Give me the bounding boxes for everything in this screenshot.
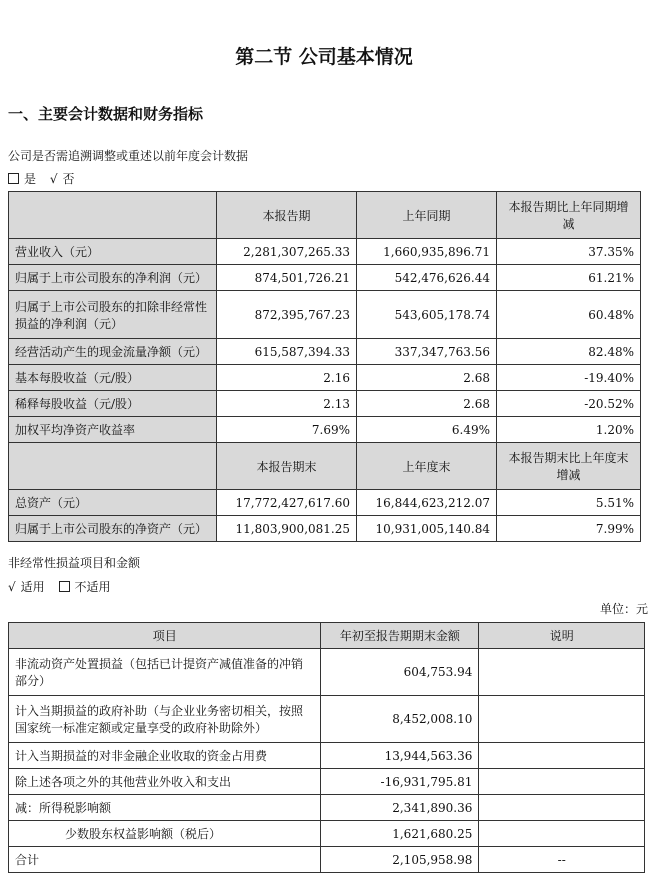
- table-row: [9, 821, 645, 847]
- row-label: 基本每股收益（元/股）: [9, 365, 217, 391]
- option-no: 否: [62, 172, 75, 186]
- row-label: 归属于上市公司股东的净利润（元）: [9, 265, 217, 291]
- table-header-row: [9, 192, 641, 239]
- row-label: 合计: [9, 847, 321, 873]
- value-cell: 11,803,900,081.25: [217, 516, 357, 542]
- value-cell: 8,452,008.10: [321, 696, 479, 743]
- section-heading: 一、主要会计数据和财务指标: [8, 105, 204, 123]
- value-cell: 1.20%: [497, 417, 641, 443]
- note-cell: [479, 821, 645, 847]
- row-label: 归属于上市公司股东的净资产（元）: [9, 516, 217, 542]
- table-row: [9, 847, 645, 873]
- value-cell: 6.49%: [357, 417, 497, 443]
- value-cell: 2.16: [217, 365, 357, 391]
- value-cell: 2.13: [217, 391, 357, 417]
- table-row: [9, 795, 645, 821]
- value-cell: -19.40%: [497, 365, 641, 391]
- table-row: [9, 769, 645, 795]
- table-row: [9, 743, 645, 769]
- value-cell: 16,844,623,212.07: [357, 490, 497, 516]
- row-label: 计入当期损益的对非金融企业收取的资金占用费: [9, 743, 321, 769]
- retro-question: 公司是否需追溯调整或重述以前年度会计数据: [8, 149, 249, 163]
- value-cell: 874,501,726.21: [217, 265, 357, 291]
- table-row: [9, 391, 641, 417]
- value-cell: 1,621,680.25: [321, 821, 479, 847]
- header-cell: 项目: [9, 623, 321, 649]
- table-row: [9, 239, 641, 265]
- header-cell: 说明: [479, 623, 645, 649]
- table-header-row: [9, 443, 641, 490]
- header-cell: 年初至报告期期末金额: [321, 623, 479, 649]
- note-cell: [479, 769, 645, 795]
- value-cell: 2,281,307,265.33: [217, 239, 357, 265]
- row-label: 总资产（元）: [9, 490, 217, 516]
- value-cell: 543,605,178.74: [357, 291, 497, 339]
- value-cell: 2.68: [357, 365, 497, 391]
- option-yes: 是: [24, 172, 37, 186]
- table-row: [9, 339, 641, 365]
- value-cell: 17,772,427,617.60: [217, 490, 357, 516]
- table-row: [9, 696, 645, 743]
- option-not-applicable: 不适用: [74, 580, 111, 594]
- table-row: [9, 516, 641, 542]
- value-cell: 10,931,005,140.84: [357, 516, 497, 542]
- page-title: 第二节 公司基本情况: [235, 46, 413, 68]
- value-cell: -20.52%: [497, 391, 641, 417]
- row-label: 除上述各项之外的其他营业外收入和支出: [9, 769, 321, 795]
- value-cell: 337,347,763.56: [357, 339, 497, 365]
- row-label: 减：所得税影响额: [9, 795, 321, 821]
- value-cell: 61.21%: [497, 265, 641, 291]
- header-cell: 本报告期比上年同期增减: [497, 192, 641, 239]
- row-label: 计入当期损益的政府补助（与企业业务密切相关，按照国家统一标准定额或定量享受的政府补助除外）: [9, 696, 321, 743]
- header-cell: 上年同期: [357, 192, 497, 239]
- value-cell: 872,395,767.23: [217, 291, 357, 339]
- note-cell: --: [479, 847, 645, 873]
- note-cell: [479, 795, 645, 821]
- value-cell: 13,944,563.36: [321, 743, 479, 769]
- header-cell: [9, 443, 217, 490]
- unit-label: 单位：元: [599, 602, 648, 616]
- row-label: 少数股东权益影响额（税后）: [9, 821, 321, 847]
- value-cell: 2,105,958.98: [321, 847, 479, 873]
- check-mark-icon[interactable]: √: [8, 580, 16, 594]
- value-cell: 2.68: [357, 391, 497, 417]
- row-label: 营业收入（元）: [9, 239, 217, 265]
- note-cell: [479, 649, 645, 696]
- header-cell: [9, 192, 217, 239]
- applicable-options: [8, 578, 121, 595]
- value-cell: 7.69%: [217, 417, 357, 443]
- table-row: [9, 291, 641, 339]
- row-label: 加权平均净资产收益率: [9, 417, 217, 443]
- value-cell: 2,341,890.36: [321, 795, 479, 821]
- nonrecurring-items-table: [8, 622, 645, 873]
- check-mark-icon[interactable]: √: [49, 172, 58, 186]
- note-cell: [479, 743, 645, 769]
- table-row: [9, 365, 641, 391]
- value-cell: 5.51%: [497, 490, 641, 516]
- table-row: [9, 649, 645, 696]
- note-cell: [479, 696, 645, 743]
- option-applicable: 适用: [20, 580, 45, 594]
- row-label: 归属于上市公司股东的扣除非经常性损益的净利润（元）: [9, 291, 217, 339]
- checkbox-empty[interactable]: [8, 173, 19, 184]
- value-cell: 542,476,626.44: [357, 265, 497, 291]
- header-cell: 本报告期末: [217, 443, 357, 490]
- header-cell: 本报告期: [217, 192, 357, 239]
- value-cell: 60.48%: [497, 291, 641, 339]
- table-row: [9, 490, 641, 516]
- checkbox-empty[interactable]: [59, 581, 70, 592]
- value-cell: -16,931,795.81: [321, 769, 479, 795]
- table-header-row: [9, 623, 645, 649]
- value-cell: 7.99%: [497, 516, 641, 542]
- table-row: [9, 417, 641, 443]
- header-cell: 本报告期末比上年度末增减: [497, 443, 641, 490]
- value-cell: 604,753.94: [321, 649, 479, 696]
- retro-options: [8, 170, 85, 187]
- value-cell: 37.35%: [497, 239, 641, 265]
- table-row: [9, 265, 641, 291]
- financial-indicators-table: [8, 191, 641, 542]
- value-cell: 82.48%: [497, 339, 641, 365]
- row-label: 经营活动产生的现金流量净额（元）: [9, 339, 217, 365]
- nonrecurring-title: 非经常性损益项目和金额: [8, 556, 141, 570]
- value-cell: 615,587,394.33: [217, 339, 357, 365]
- row-label: 稀释每股收益（元/股）: [9, 391, 217, 417]
- header-cell: 上年度末: [357, 443, 497, 490]
- value-cell: 1,660,935,896.71: [357, 239, 497, 265]
- row-label: 非流动资产处置损益（包括已计提资产减值准备的冲销部分）: [9, 649, 321, 696]
